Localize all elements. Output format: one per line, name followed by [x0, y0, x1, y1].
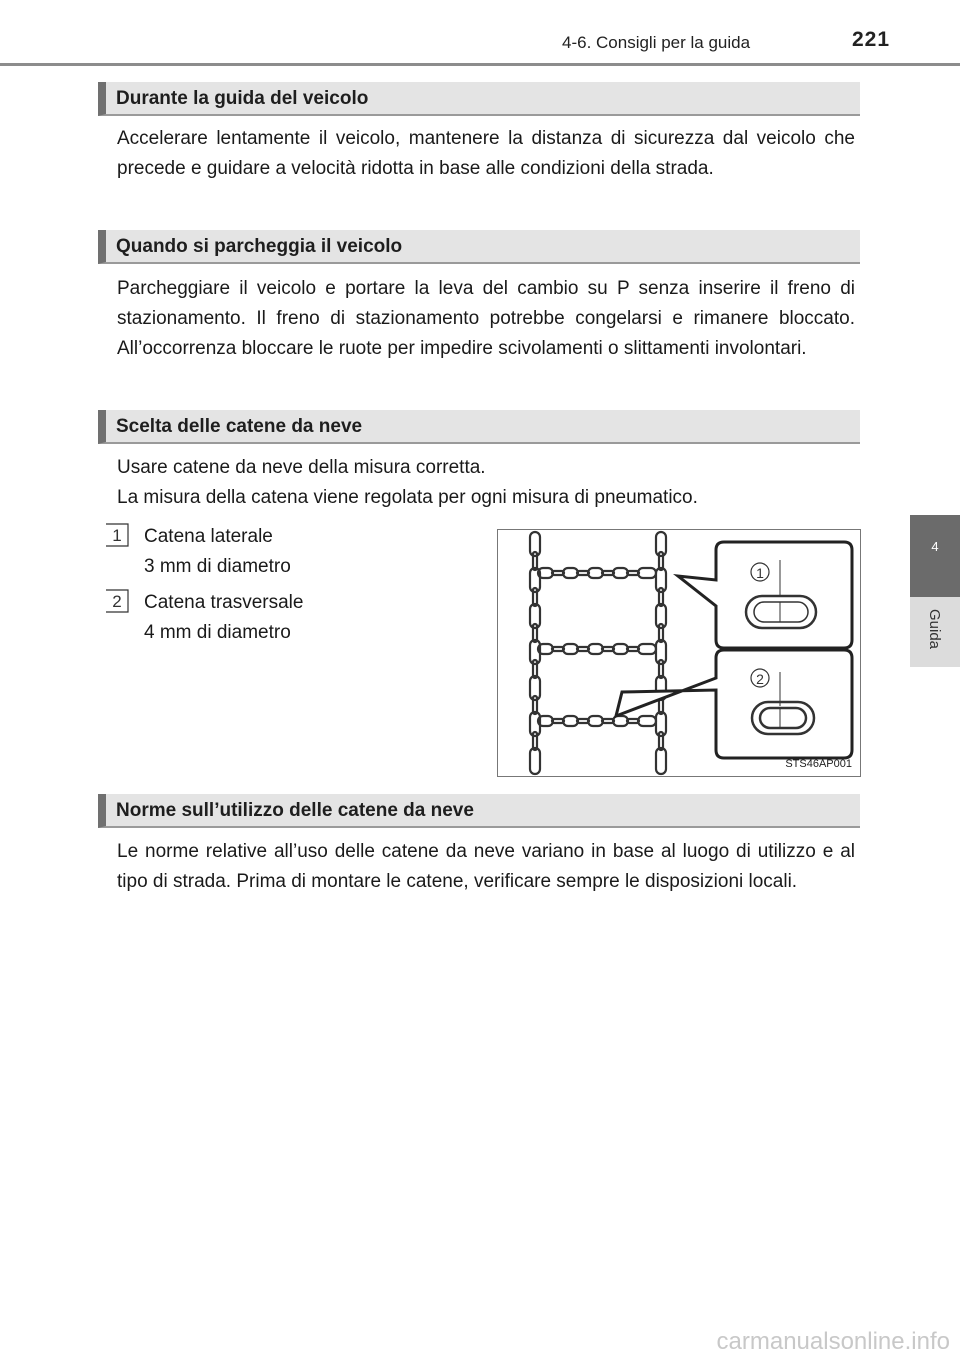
- watermark: carmanualsonline.info: [716, 1328, 950, 1355]
- header-divider: [0, 63, 960, 66]
- item-name: Catena laterale: [144, 526, 273, 547]
- number-badge-icon: [104, 522, 130, 548]
- callout-bubble-2: [616, 650, 852, 758]
- section-paragraph: Le norme relative all’uso delle catene da neve variano in base al luogo di utilizzo e al tipo di strada. Prima di montare le catene, verificare sempre le disposizioni locali.: [117, 841, 855, 892]
- page-number: 221: [852, 28, 891, 51]
- number-badge-icon: [104, 588, 130, 614]
- chapter-label-tab: [910, 597, 960, 667]
- section-paragraph: Accelerare lentamente il veicolo, mantenere la distanza di sicurezza dal veicolo che precede e guidare a velocità ridotta in base alle condizioni della strada.: [117, 128, 855, 179]
- section-heading: Norme sull’utilizzo delle catene da neve: [116, 800, 474, 821]
- cross-chain-middle: [538, 644, 656, 654]
- section-heading: Scelta delle catene da neve: [116, 416, 363, 437]
- section-heading: Durante la guida del veicolo: [116, 88, 369, 109]
- side-chain-right: [656, 532, 666, 774]
- snow-chain-illustration: [498, 530, 860, 776]
- item-name: Catena trasversale: [144, 592, 304, 613]
- section-line: La misura della catena viene regolata per ogni misura di pneumatico.: [117, 487, 698, 508]
- item-detail: 4 mm di diametro: [144, 622, 291, 643]
- number-badge-label: 1: [112, 526, 122, 545]
- section-heading-bar: [98, 410, 860, 444]
- snow-chain-figure: [497, 529, 861, 777]
- chapter-label: Guida: [926, 609, 943, 650]
- section-heading-bar: [98, 230, 860, 264]
- header-section-title: 4-6. Consigli per la guida: [562, 33, 751, 52]
- section-heading: Quando si parcheggia il veicolo: [116, 236, 403, 257]
- section-paragraph: Parcheggiare il veicolo e portare la leva del cambio su P senza inserire il freno di stazionamento. Il freno di stazionamento potrebbe congelarsi e rimanere bloccato. All’occorrenza bloccare le ruote per impedire scivolamenti o slittamenti involontari.: [117, 278, 855, 359]
- figure-code: STS46AP001: [785, 758, 852, 770]
- cross-chain-bottom: [538, 716, 656, 726]
- chapter-tab-number: 4: [931, 539, 939, 554]
- callout-label: 1: [756, 565, 764, 581]
- chapter-tab: [910, 515, 960, 597]
- section-heading-bar: [98, 794, 860, 828]
- item-detail: 3 mm di diametro: [144, 556, 291, 577]
- number-badge-label: 2: [112, 592, 122, 611]
- callout-label: 2: [756, 671, 764, 687]
- section-heading-bar: [98, 82, 860, 116]
- section-line: Usare catene da neve della misura corretta.: [117, 457, 486, 478]
- cross-chain-top: [538, 568, 656, 578]
